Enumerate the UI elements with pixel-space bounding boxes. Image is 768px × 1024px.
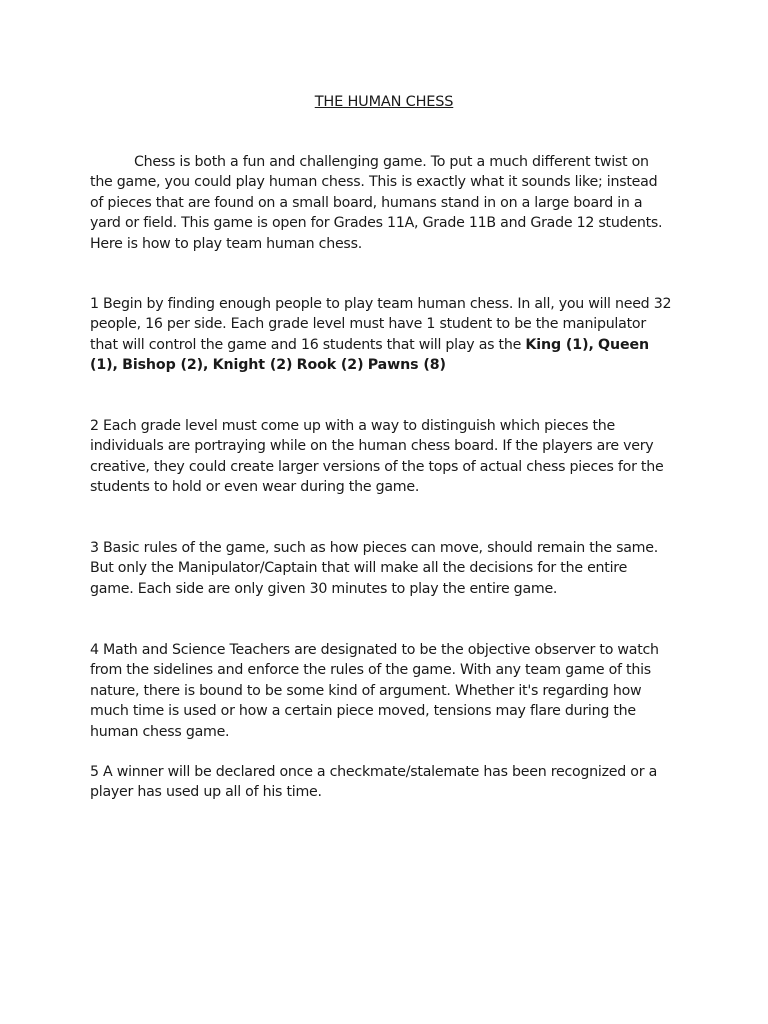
piece-king: King (1), bbox=[525, 336, 594, 353]
intro-paragraph bbox=[90, 152, 674, 254]
piece-knight: Knight (2) bbox=[212, 357, 293, 374]
piece-queen: Queen (1), bbox=[90, 336, 650, 374]
step-1-text: 1 Begin by finding enough people to play team human chess. In all, you will need 32 people, 16 per side. Each grade level must have 1 student to be the manipulator that will control the game and 16 students that will play as the bbox=[90, 296, 672, 353]
piece-pawns: Pawns (8) bbox=[367, 357, 446, 374]
intro-text: Chess is both a fun and challenging game. To put a much different twist on the game, you could play human chess. This is exactly what it sounds like; instead of pieces that are found on a small board, humans stand in on a large board in a yard or field. This game is open for Grades 11A, Grade 11B and Grade 12 students. Here is how to play team human chess. bbox=[90, 154, 663, 252]
document-title: THE HUMAN CHESS bbox=[314, 94, 454, 110]
step-1-paragraph bbox=[90, 294, 674, 376]
step-5-paragraph: 5 A winner will be declared once a checkmate/stalemate has been recognized or a player has used up all of his time. bbox=[90, 764, 658, 801]
piece-rook: Rook (2) bbox=[296, 357, 364, 374]
step-3-paragraph: 3 Basic rules of the game, such as how pieces can move, should remain the same. But only the Manipulator/Captain that will make all the decisions for the entire game. Each side are only given 30 minutes to play the entire game. bbox=[90, 540, 658, 597]
piece-bishop: Bishop (2), bbox=[122, 357, 209, 374]
step-4-paragraph: 4 Math and Science Teachers are designated to be the objective observer to watch from the sidelines and enforce the rules of the game. With any team game of this nature, there is bound to be some kind of argument. Whether it's regarding how much time is used or how a certain piece moved, tensions may flare during the human chess game. bbox=[90, 642, 659, 740]
step-2-paragraph: 2 Each grade level must come up with a way to distinguish which pieces the individuals are portraying while on the human chess board. If the players are very creative, they could create larger versions of the tops of actual chess pieces for the students to hold or even wear during the game. bbox=[90, 418, 664, 496]
